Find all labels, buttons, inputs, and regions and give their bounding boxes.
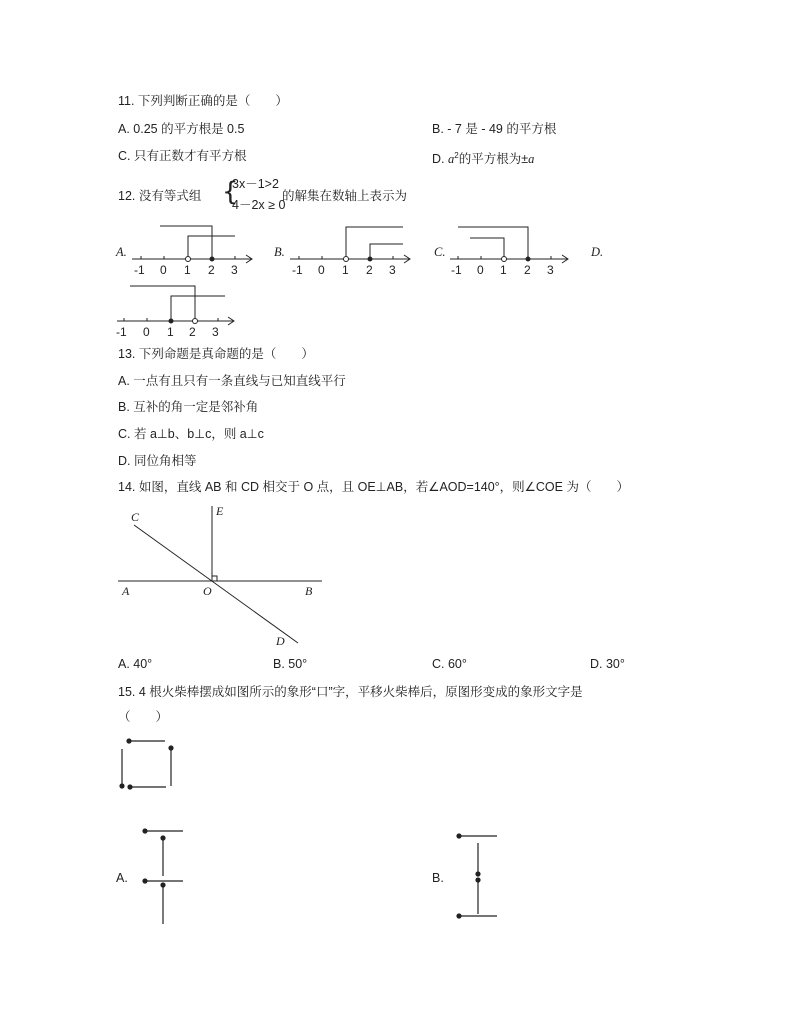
number-line-c-labels <box>451 263 554 277</box>
tick-label: 2 <box>366 263 373 277</box>
q14-figure <box>118 506 322 643</box>
q13-option-c: C. 若 a⊥b、b⊥c，则 a⊥c <box>118 427 264 441</box>
q14-stem: 14. 如图，直线 AB 和 CD 相交于 O 点，且 OE⊥AB，若∠AOD=140°，则∠COE 为（ ） <box>118 480 629 494</box>
q12-option-b-label: B. <box>274 245 285 259</box>
tick-label: 3 <box>547 263 554 277</box>
q12-brace: { <box>222 177 239 207</box>
tick-label: 0 <box>477 263 484 277</box>
q13-option-d: D. 同位角相等 <box>118 454 197 468</box>
q13-stem: 13. 下列命题是真命题的是（ ） <box>118 347 314 361</box>
q15-paren: （ ） <box>118 710 169 724</box>
q11-d-var2: a <box>528 152 535 167</box>
tick-label: -1 <box>116 325 127 339</box>
tick-label: -1 <box>134 263 145 277</box>
q13-option-b: B. 互补的角一定是邻补角 <box>118 400 259 414</box>
ray-right-upper <box>346 227 403 259</box>
match-head <box>127 739 131 743</box>
match-head <box>128 785 132 789</box>
match-head <box>476 872 480 876</box>
match-head <box>143 879 147 883</box>
q11-stem: 11. 下列判断正确的是（ ） <box>118 94 288 108</box>
label-o: O <box>203 584 212 598</box>
q15-option-b-label: B. <box>432 871 444 885</box>
match-head <box>169 746 173 750</box>
match-head <box>476 878 480 882</box>
open-dot <box>502 257 507 262</box>
q11-d-var: a <box>447 152 455 167</box>
tick-label: 0 <box>318 263 325 277</box>
q12-ineq2: 4－2x ≥ 0 <box>232 198 286 212</box>
tick-label: 2 <box>524 263 531 277</box>
q15-original-figure <box>120 739 173 789</box>
number-line-c <box>450 227 568 263</box>
tick-label: -1 <box>451 263 462 277</box>
closed-dot <box>210 257 214 261</box>
q12-ineq1: 3x－1>2 <box>232 177 279 191</box>
label-e: E <box>216 504 224 518</box>
label-a: A <box>122 584 130 598</box>
label-d: D <box>276 634 285 648</box>
ray-right-lower <box>370 244 403 259</box>
number-line-d-labels <box>116 325 219 339</box>
ray-left-upper <box>458 227 528 259</box>
match-head <box>457 914 461 918</box>
ray-left-lower <box>470 238 504 259</box>
closed-dot <box>526 257 530 261</box>
tick-label: 2 <box>208 263 215 277</box>
tick-label: 1 <box>500 263 507 277</box>
match-head <box>161 883 165 887</box>
q14-option-b: B. 50° <box>273 657 308 671</box>
ray-left <box>130 286 195 321</box>
q11-d-exp: 2 <box>454 151 459 160</box>
q15-option-a-label: A. <box>116 871 128 885</box>
label-b: B <box>305 584 313 598</box>
q11-option-b: B. - 7 是 - 49 的平方根 <box>432 122 557 136</box>
q13-option-a: A. 一点有且只有一条直线与已知直线平行 <box>118 374 346 388</box>
tick-label: 1 <box>342 263 349 277</box>
number-line-b-labels <box>292 263 396 277</box>
q11-option-c: C. 只有正数才有平方根 <box>118 149 247 163</box>
label-c: C <box>131 510 140 524</box>
q15-stem: 15. 4 根火柴棒摆成如图所示的象形“口”字，平移火柴棒后，原图形变成的象形文字是 <box>118 685 583 699</box>
q11-d-prefix: D. <box>432 152 448 167</box>
q12-stem-suffix: 的解集在数轴上表示为 <box>282 189 408 203</box>
q15-option-b-figure <box>457 834 497 918</box>
line-cd <box>134 525 298 643</box>
tick-label: 1 <box>167 325 174 339</box>
match-head <box>457 834 461 838</box>
number-line-d <box>117 286 234 325</box>
closed-dot <box>368 257 372 261</box>
match-head <box>120 784 124 788</box>
tick-label: 1 <box>184 263 191 277</box>
q12-option-c-label: C. <box>434 245 446 259</box>
match-head <box>143 829 147 833</box>
tick-label: 0 <box>160 263 167 277</box>
tick-label: 0 <box>143 325 150 339</box>
tick-label: 3 <box>212 325 219 339</box>
q14-option-d: D. 30° <box>590 657 625 671</box>
ray-right <box>171 296 225 321</box>
tick-label: 3 <box>389 263 396 277</box>
open-dot <box>186 257 191 262</box>
q15-option-a-figure <box>143 829 183 924</box>
match-head <box>161 836 165 840</box>
open-dot <box>344 257 349 262</box>
tick-label: -1 <box>292 263 303 277</box>
q12-option-d-label: D. <box>591 245 604 259</box>
closed-dot <box>169 319 173 323</box>
open-dot <box>193 319 198 324</box>
q14-option-c: C. 60° <box>432 657 467 671</box>
q11-option-a: A. 0.25 的平方根是 0.5 <box>118 122 245 136</box>
tick-label: 2 <box>189 325 196 339</box>
q12-option-a-label: A. <box>116 245 127 259</box>
number-line-a <box>132 226 252 263</box>
number-line-a-labels <box>134 263 238 277</box>
q14-option-a: A. 40° <box>118 657 153 671</box>
tick-label: 3 <box>231 263 238 277</box>
q12-stem-prefix: 12. 没有等式组 <box>118 189 202 203</box>
number-line-b <box>290 227 410 263</box>
ray-left <box>160 226 212 259</box>
right-angle-mark <box>212 576 217 581</box>
q11-d-suffix: 的平方根为± <box>458 152 529 167</box>
